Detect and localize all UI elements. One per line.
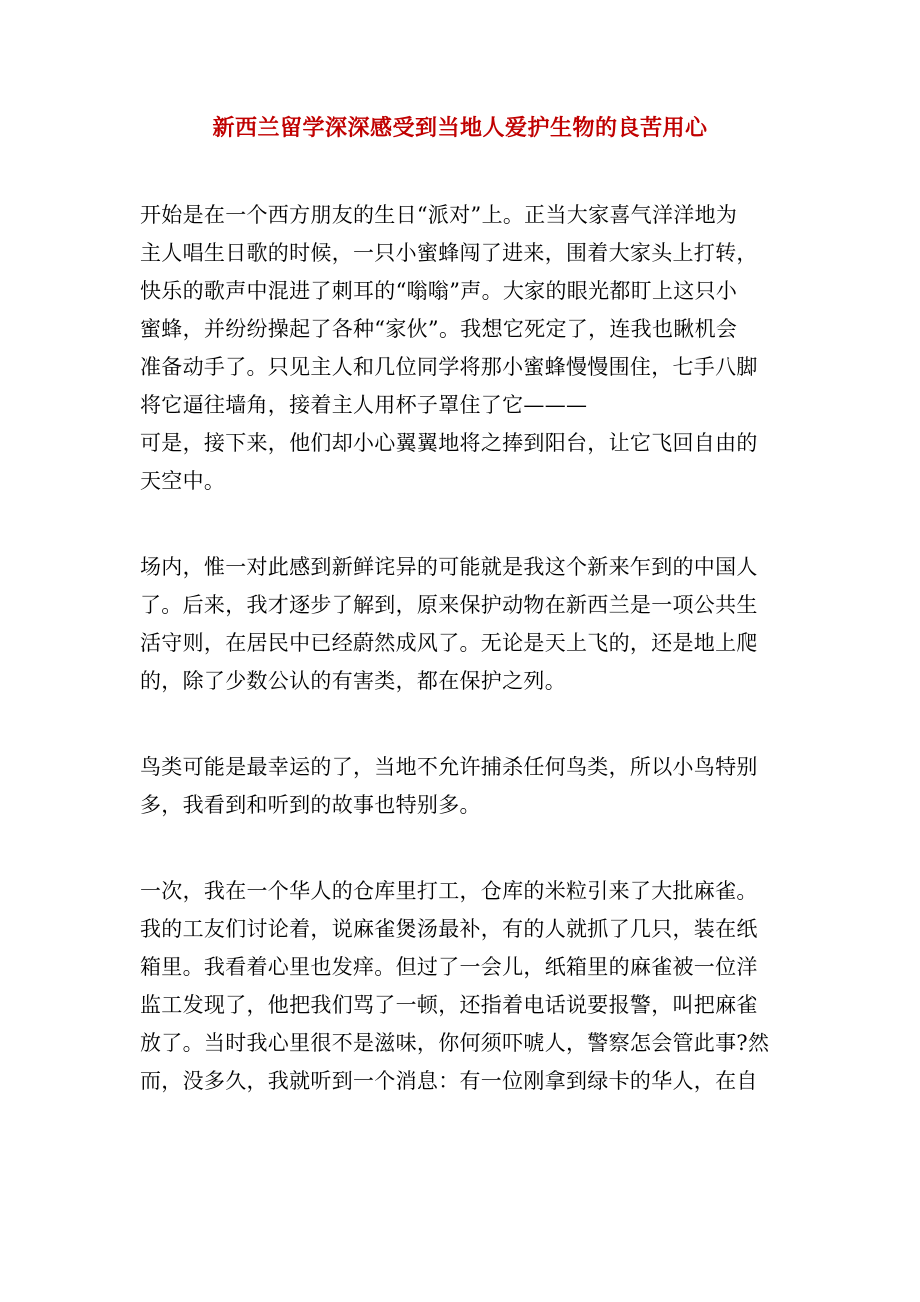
body-line: 鸟类可能是最幸运的了，当地不允许捕杀任何鸟类，所以小鸟特别 [140, 755, 758, 779]
body-line: 将它逼往墙角，接着主人用杯子罩住了它——— [140, 393, 588, 417]
body-line: 一次，我在一个华人的仓库里打工，仓库的米粒引来了大批麻雀。 [140, 879, 758, 903]
body-line: 放了。当时我心里很不是滋味，你何须吓唬人，警察怎会管此事?然 [140, 1031, 770, 1055]
document-title: 新西兰留学深深感受到当地人爱护生物的良苦用心 [212, 115, 708, 141]
body-line: 主人唱生日歌的时候，一只小蜜蜂闯了进来，围着大家头上打转， [140, 241, 758, 265]
body-line: 可是，接下来，他们却小心翼翼地将之捧到阳台，让它飞回自由的 [140, 431, 758, 455]
body-line: 蜜蜂，并纷纷操起了各种“家伙”。我想它死定了，连我也瞅机会 [140, 317, 738, 341]
body-line: 监工发现了，他把我们骂了一顿，还指着电话说要报警，叫把麻雀 [140, 993, 758, 1017]
body-line: 而，没多久，我就听到一个消息：有一位刚拿到绿卡的华人，在自 [140, 1069, 758, 1093]
body-line: 准备动手了。只见主人和几位同学将那小蜜蜂慢慢围住，七手八脚 [140, 355, 758, 379]
body-line: 开始是在一个西方朋友的生日“派对”上。正当大家喜气洋洋地为 [140, 203, 738, 227]
body-line: 了。后来，我才逐步了解到，原来保护动物在新西兰是一项公共生 [140, 593, 758, 617]
body-line: 快乐的歌声中混进了刺耳的“嗡嗡”声。大家的眼光都盯上这只小 [140, 279, 738, 303]
body-line: 天空中。 [140, 469, 226, 493]
body-line: 的，除了少数公认的有害类，都在保护之列。 [140, 669, 566, 693]
body-line: 活守则，在居民中已经蔚然成风了。无论是天上飞的，还是地上爬 [140, 631, 758, 655]
body-line: 场内，惟一对此感到新鲜诧异的可能就是我这个新来乍到的中国人 [140, 555, 758, 579]
body-line: 我的工友们讨论着，说麻雀煲汤最补，有的人就抓了几只，装在纸 [140, 917, 758, 941]
body-line: 多，我看到和听到的故事也特别多。 [140, 793, 481, 817]
body-line: 箱里。我看着心里也发痒。但过了一会儿，纸箱里的麻雀被一位洋 [140, 955, 758, 979]
